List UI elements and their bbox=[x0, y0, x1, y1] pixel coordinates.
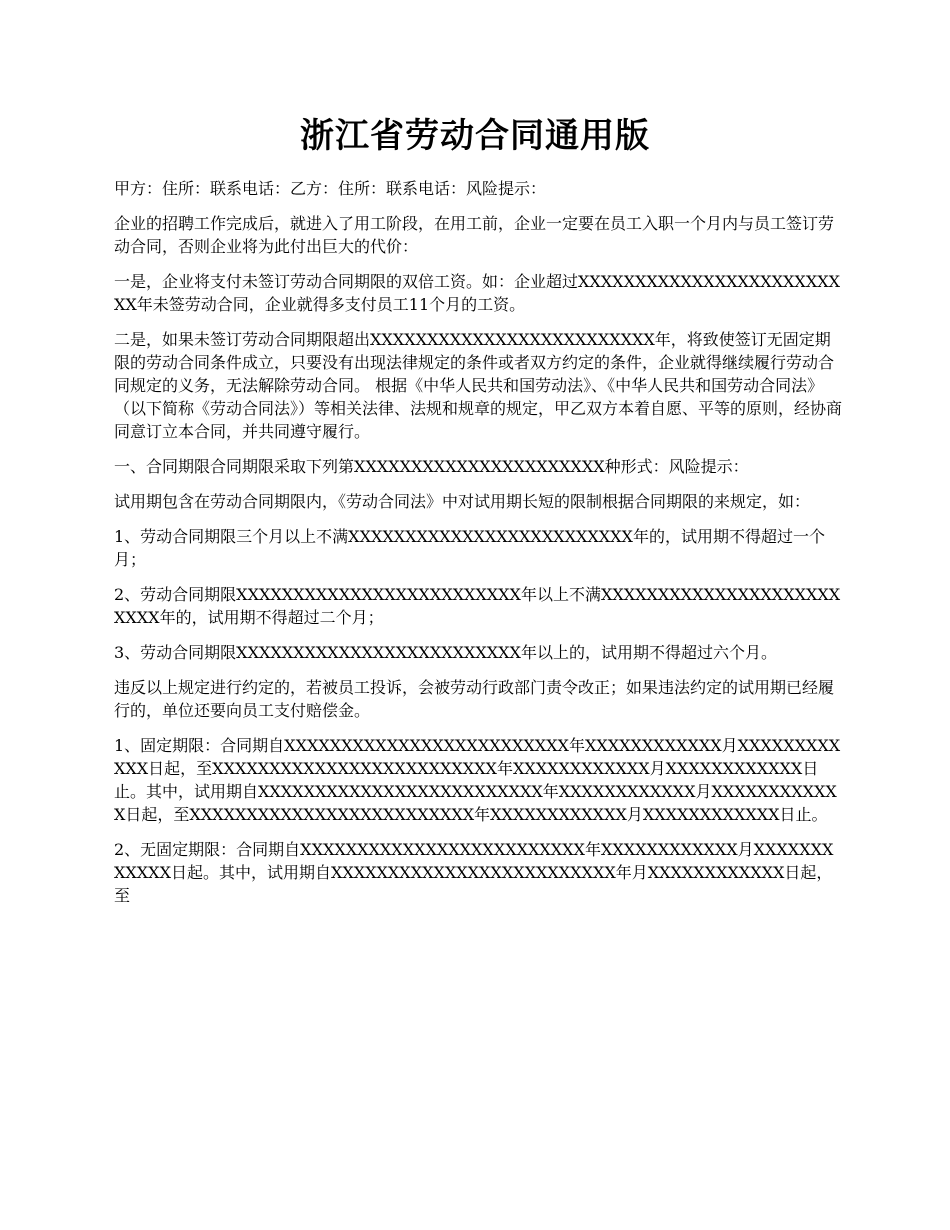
probation-rule-one-paragraph: 1、劳动合同期限三个月以上不满XXXXXXXXXXXXXXXXXXXXXXXXX年的，试用期不得超过一个月； bbox=[114, 527, 825, 569]
document-body bbox=[114, 177, 844, 919]
contract-term-heading-paragraph: 一、合同期限合同期限采取下列第XXXXXXXXXXXXXXXXXXXXXX种形式：风险提示： bbox=[114, 457, 749, 476]
probation-rule-three-paragraph: 3、劳动合同期限XXXXXXXXXXXXXXXXXXXXXXXXX年以上的，试用期不得超过六个月。 bbox=[114, 643, 777, 662]
document-title: 浙江省劳动合同通用版 bbox=[300, 116, 650, 156]
probation-intro-paragraph: 试用期包含在劳动合同期限内，《劳动合同法》中对试用期长短的限制根据合同期限的来规定，如： bbox=[114, 492, 811, 511]
intro-paragraph: 企业的招聘工作完成后，就进入了用工阶段，在用工前，企业一定要在员工入职一个月内与员工签订劳动合同，否则企业将为此付出巨大的代价： bbox=[114, 214, 835, 256]
open-term-paragraph: 2、无固定期限：合同期自XXXXXXXXXXXXXXXXXXXXXXXXX年XXXXXXXXXXXX月XXXXXXXXXXXX日起。其中，试用期自XXXXXXXXXXXXXXXXXXXXXXXXX年月XXXXXXXXXXXX日起，至 bbox=[114, 840, 834, 905]
party-info-paragraph: 甲方：住所：联系电话：乙方：住所：联系电话：风险提示： bbox=[114, 179, 547, 198]
risk-point-two-paragraph: 二是，如果未签订劳动合同期限超出XXXXXXXXXXXXXXXXXXXXXXXXX年，将致使签订无固定期限的劳动合同条件成立，只要没有出现法律规定的条件或者双方约定的条件，企业就得继续履行劳动合同规定的义务，无法解除劳动合同。 根据《中华人民共和国劳动法》、《中华人民共和国劳动合同法》（以下简称《劳动合同法》）等相关法律、法规和规章的规定，甲乙双方本着自愿、平等的原则，经协商同意订立本合同，并共同遵守履行。 bbox=[114, 330, 843, 441]
risk-point-one-paragraph: 一是，企业将支付未签订劳动合同期限的双倍工资。如：企业超过XXXXXXXXXXXXXXXXXXXXXXXXX年未签劳动合同，企业就得多支付员工11个月的工资。 bbox=[114, 272, 840, 314]
fixed-term-paragraph: 1、固定期限：合同期自XXXXXXXXXXXXXXXXXXXXXXXXX年XXXXXXXXXXXX月XXXXXXXXXXXX日起，至XXXXXXXXXXXXXXXXXXXXXXXXX年XXXXXXXXXXXX月XXXXXXXXXXXX日止。其中，试用期自XXXXXXXXXXXXXXXXXXXXXXXXX年XXXXXXXXXXXX月XXXXXXXXXXXX日起，至XXXXXXXXXXXXXXXXXXXXXXXXX年XXXXXXXXXXXX月XXXXXXXXXXXX日止。 bbox=[114, 736, 841, 824]
violation-paragraph: 违反以上规定进行约定的，若被员工投诉，会被劳动行政部门责令改正；如果违法约定的试用期已经履行的，单位还要向员工支付赔偿金。 bbox=[114, 678, 835, 720]
probation-rule-two-paragraph: 2、劳动合同期限XXXXXXXXXXXXXXXXXXXXXXXXX年以上不满XXXXXXXXXXXXXXXXXXXXXXXXX年的，试用期不得超过二个月； bbox=[114, 585, 841, 627]
